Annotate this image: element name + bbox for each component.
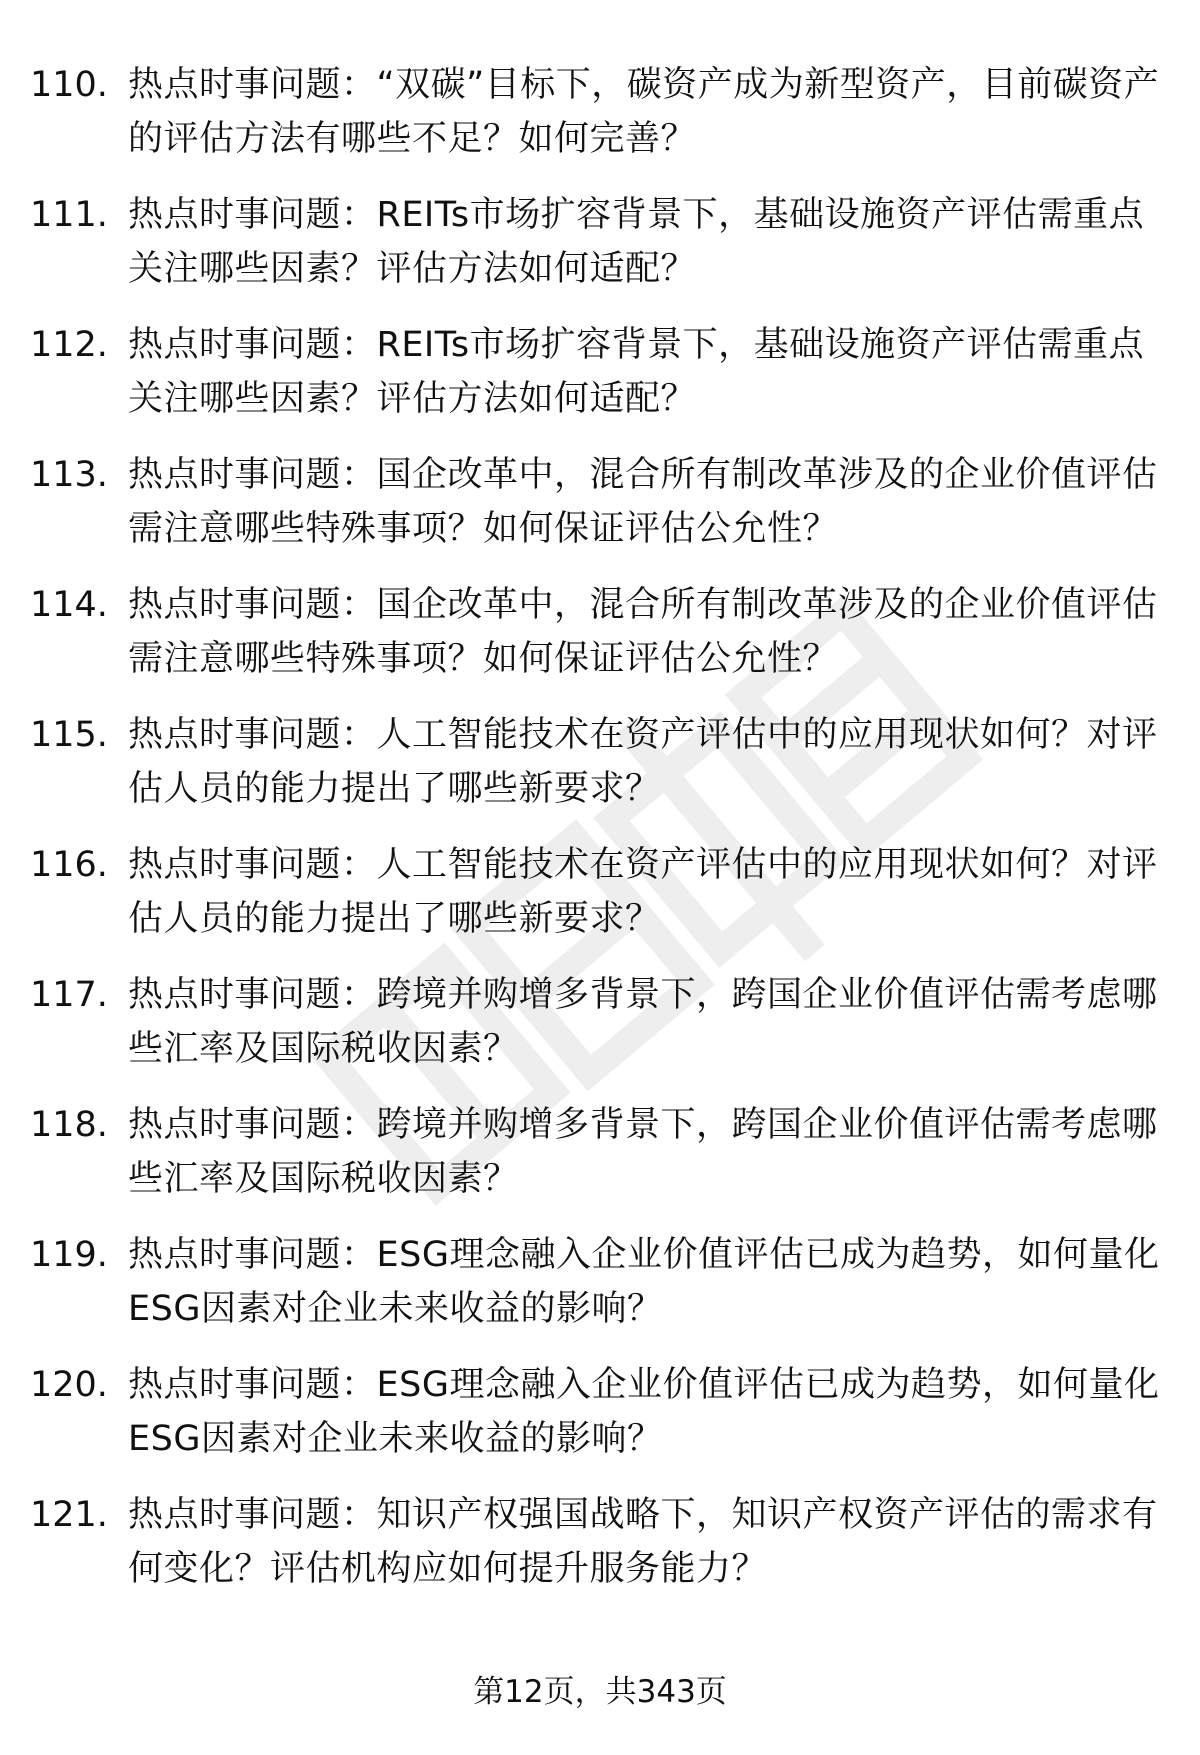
question-number: 115. xyxy=(30,715,108,755)
question-text: 热点时事问题：人工智能技术在资产评估中的应用现状如何？对评估人员的能力提出了哪些新要求？ xyxy=(128,845,1158,939)
question-number: 117. xyxy=(30,975,108,1015)
question-text: 热点时事问题：REITs市场扩容背景下，基础设施资产评估需重点关注哪些因素？评估方法如何适配？ xyxy=(128,325,1145,419)
question-number: 110. xyxy=(30,65,108,105)
question-number: 114. xyxy=(30,585,108,625)
question-item xyxy=(0,1220,1200,1350)
page-footer: 第12页，共343页 xyxy=(473,1674,727,1710)
question-item xyxy=(0,570,1200,700)
question-number: 118. xyxy=(30,1105,108,1145)
question-item xyxy=(0,440,1200,570)
question-number: 119. xyxy=(30,1235,108,1275)
question-number: 116. xyxy=(30,845,108,885)
question-text: 热点时事问题：知识产权强国战略下，知识产权资产评估的需求有何变化？评估机构应如何提升服务能力？ xyxy=(128,1495,1158,1589)
question-item xyxy=(0,310,1200,440)
question-text: 热点时事问题：人工智能技术在资产评估中的应用现状如何？对评估人员的能力提出了哪些新要求？ xyxy=(128,715,1158,809)
question-text: 热点时事问题：“双碳”目标下，碳资产成为新型资产，目前碳资产的评估方法有哪些不足？如何完善？ xyxy=(128,65,1160,159)
question-item xyxy=(0,700,1200,830)
question-number: 113. xyxy=(30,455,108,495)
question-text: 热点时事问题：ESG理念融入企业价值评估已成为趋势，如何量化ESG因素对企业未来收益的影响？ xyxy=(128,1365,1160,1459)
question-number: 112. xyxy=(30,325,108,365)
question-number: 120. xyxy=(30,1365,108,1405)
question-text: 热点时事问题：REITs市场扩容背景下，基础设施资产评估需重点关注哪些因素？评估方法如何适配？ xyxy=(128,195,1145,289)
question-item xyxy=(0,1090,1200,1220)
question-text: 热点时事问题：国企改革中，混合所有制改革涉及的企业价值评估需注意哪些特殊事项？如何保证评估公允性？ xyxy=(128,455,1158,549)
question-text: 热点时事问题：国企改革中，混合所有制改革涉及的企业价值评估需注意哪些特殊事项？如何保证评估公允性？ xyxy=(128,585,1158,679)
question-text: 热点时事问题：ESG理念融入企业价值评估已成为趋势，如何量化ESG因素对企业未来收益的影响？ xyxy=(128,1235,1160,1329)
question-item xyxy=(0,1350,1200,1480)
question-text: 热点时事问题：跨境并购增多背景下，跨国企业价值评估需考虑哪些汇率及国际税收因素？ xyxy=(128,1105,1158,1199)
question-list xyxy=(0,50,1200,1610)
question-item xyxy=(0,830,1200,960)
question-number: 111. xyxy=(30,195,108,235)
question-item xyxy=(0,960,1200,1090)
question-item xyxy=(0,180,1200,310)
question-item xyxy=(0,1480,1200,1610)
question-number: 121. xyxy=(30,1495,108,1535)
question-item xyxy=(0,50,1200,180)
question-text: 热点时事问题：跨境并购增多背景下，跨国企业价值评估需考虑哪些汇率及国际税收因素？ xyxy=(128,975,1158,1069)
